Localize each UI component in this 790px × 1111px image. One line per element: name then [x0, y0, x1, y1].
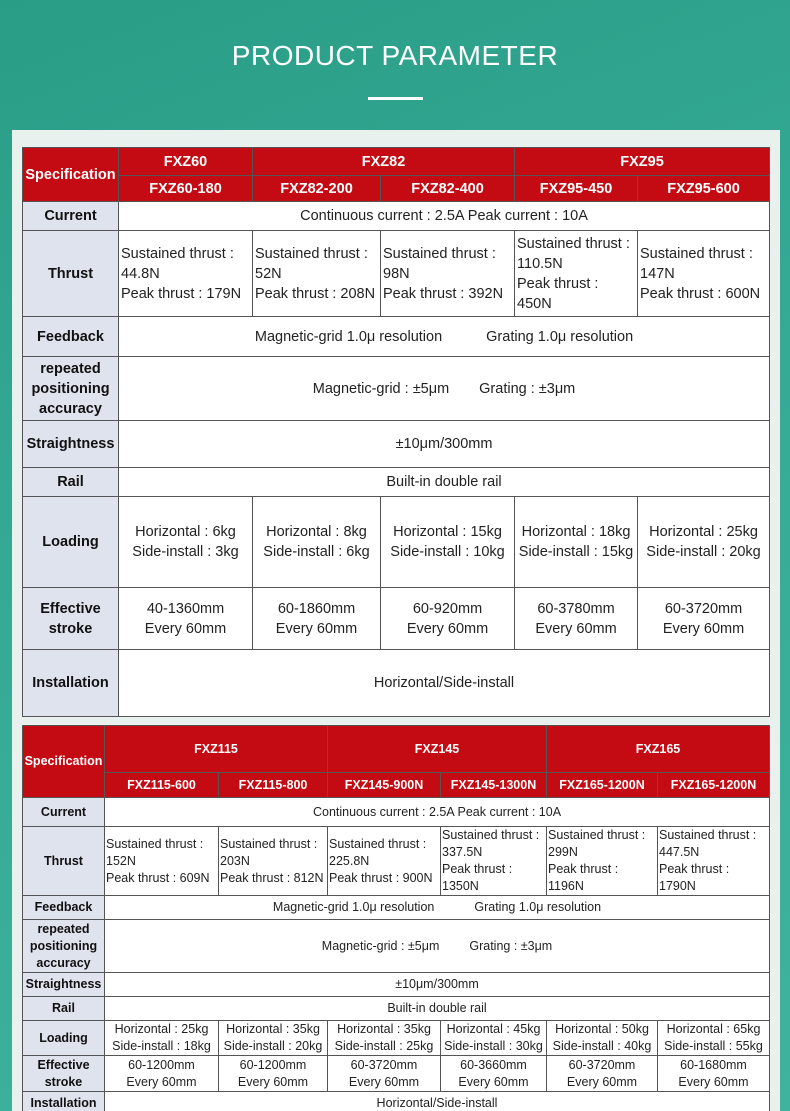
repeat-value	[119, 357, 770, 421]
loading-value: Horizontal : 18kg Side-install : 15kg	[518, 524, 634, 560]
row-label-thrust: Thrust	[23, 827, 105, 896]
stroke-value: 60-3720mm Every 60mm	[348, 1057, 420, 1089]
stroke-value: 60-1200mm Every 60mm	[126, 1057, 197, 1089]
thrust-value: Sustained thrust : 203N Peak thrust : 812N	[220, 836, 324, 885]
row-label-installation: Installation	[23, 1092, 105, 1111]
loading-value: Horizontal : 35kg Side-install : 25kg	[334, 1022, 434, 1053]
loading-value: Horizontal : 45kg Side-install : 30kg	[444, 1022, 543, 1053]
current-value: Continuous current : 2.5A Peak current : 10A	[119, 202, 770, 231]
stroke-value: 60-3780mm Every 60mm	[535, 600, 617, 637]
row-label-straightness: Straightness	[23, 421, 119, 468]
rail-value: Built-in double rail	[119, 468, 770, 497]
spec-label: Specification	[23, 148, 119, 202]
model-header: FXZ95-450	[515, 176, 638, 202]
model-header: FXZ165-1200N	[547, 773, 658, 798]
group-header: FXZ95	[515, 148, 770, 176]
thrust-value: Sustained thrust : 337.5N Peak thrust : 1350N	[442, 828, 540, 893]
thrust-value: Sustained thrust : 98N Peak thrust : 392N	[383, 245, 504, 302]
row-label-repeat: repeated positioning accuracy	[23, 357, 119, 421]
feedback-magnetic: Magnetic-grid 1.0μ resolution	[272, 900, 435, 914]
row-label-stroke: Effective stroke	[23, 588, 119, 650]
model-header: FXZ145-900N	[328, 773, 441, 798]
model-header: FXZ165-1200N	[658, 773, 770, 798]
loading-value: Horizontal : 8kg Side-install : 6kg	[263, 524, 370, 560]
stroke-value: 60-1200mm Every 60mm	[237, 1057, 309, 1089]
thrust-value: Sustained thrust : 152N Peak thrust : 609N	[106, 836, 210, 885]
loading-value: Horizontal : 25kg Side-install : 20kg	[646, 524, 761, 560]
group-header: FXZ60	[119, 148, 253, 176]
feedback-grating: Grating 1.0μ resolution	[486, 328, 634, 345]
model-header: FXZ115-800	[219, 773, 328, 798]
row-label-rail: Rail	[23, 997, 105, 1021]
row-label-loading: Loading	[23, 497, 119, 588]
loading-value: Horizontal : 6kg Side-install : 3kg	[132, 524, 239, 560]
group-header: FXZ82	[253, 148, 515, 176]
feedback-value	[105, 896, 770, 920]
stroke-value: 60-3660mm Every 60mm	[458, 1057, 529, 1089]
row-label-rail: Rail	[23, 468, 119, 497]
group-header: FXZ145	[328, 726, 547, 773]
model-header: FXZ145-1300N	[441, 773, 547, 798]
row-label-feedback: Feedback	[23, 317, 119, 357]
installation-value: Horizontal/Side-install	[105, 1092, 770, 1111]
repeat-grating: Grating : ±3μm	[479, 380, 576, 397]
title-underline	[368, 97, 423, 100]
repeat-magnetic: Magnetic-grid : ±5μm	[312, 380, 450, 397]
row-label-repeat: repeated positioning accuracy	[23, 920, 105, 973]
stroke-value: 60-920mm Every 60mm	[406, 600, 489, 637]
row-label-thrust: Thrust	[23, 231, 119, 317]
rail-value: Built-in double rail	[105, 997, 770, 1021]
spec-label: Specification	[23, 726, 105, 798]
loading-value: Horizontal : 50kg Side-install : 40kg	[552, 1022, 652, 1053]
model-header: FXZ82-200	[253, 176, 381, 202]
repeat-grating: Grating : ±3μm	[469, 938, 553, 953]
row-label-installation: Installation	[23, 650, 119, 717]
row-label-straightness: Straightness	[23, 973, 105, 997]
thrust-value: Sustained thrust : 447.5N Peak thrust : 1790N	[659, 828, 757, 893]
row-label-stroke: Effective stroke	[23, 1056, 105, 1092]
stroke-value: 60-1860mm Every 60mm	[275, 600, 358, 637]
row-label-current: Current	[23, 798, 105, 827]
stroke-value: 60-3720mm Every 60mm	[566, 1057, 638, 1089]
group-header: FXZ115	[105, 726, 328, 773]
row-label-current: Current	[23, 202, 119, 231]
thrust-value: Sustained thrust : 52N Peak thrust : 208N	[255, 245, 376, 302]
installation-value: Horizontal/Side-install	[119, 650, 770, 717]
model-header: FXZ60-180	[119, 176, 253, 202]
row-label-loading: Loading	[23, 1021, 105, 1056]
thrust-value: Sustained thrust : 225.8N Peak thrust : 900N	[329, 836, 433, 885]
loading-value: Horizontal : 15kg Side-install : 10kg	[390, 524, 505, 560]
stroke-value: 60-3720mm Every 60mm	[662, 600, 745, 637]
row-label-feedback: Feedback	[23, 896, 105, 920]
stroke-value: 60-1680mm Every 60mm	[678, 1057, 749, 1089]
feedback-grating: Grating 1.0μ resolution	[474, 900, 602, 914]
thrust-value: Sustained thrust : 110.5N Peak thrust : 450N	[517, 235, 630, 312]
spec-table-2	[22, 725, 770, 1111]
loading-value: Horizontal : 25kg Side-install : 18kg	[112, 1022, 211, 1053]
model-header: FXZ82-400	[381, 176, 515, 202]
repeat-value	[105, 920, 770, 973]
loading-value: Horizontal : 65kg Side-install : 55kg	[664, 1022, 763, 1053]
thrust-value: Sustained thrust : 44.8N Peak thrust : 179N	[121, 245, 242, 302]
group-header: FXZ165	[547, 726, 770, 773]
current-value: Continuous current : 2.5A Peak current : 10A	[105, 798, 770, 827]
spec-table-1	[22, 147, 770, 717]
straightness-value: ±10μm/300mm	[119, 421, 770, 468]
thrust-value: Sustained thrust : 299N Peak thrust : 1196N	[548, 828, 646, 893]
repeat-magnetic: Magnetic-grid : ±5μm	[321, 938, 440, 953]
thrust-value: Sustained thrust : 147N Peak thrust : 600N	[640, 245, 761, 302]
model-header: FXZ95-600	[638, 176, 770, 202]
loading-value: Horizontal : 35kg Side-install : 20kg	[223, 1022, 323, 1053]
stroke-value: 40-1360mm Every 60mm	[144, 600, 227, 637]
model-header: FXZ115-600	[105, 773, 219, 798]
feedback-magnetic: Magnetic-grid 1.0μ resolution	[254, 328, 443, 345]
feedback-value	[119, 317, 770, 357]
straightness-value: ±10μm/300mm	[105, 973, 770, 997]
page-title: PRODUCT PARAMETER	[231, 40, 559, 71]
